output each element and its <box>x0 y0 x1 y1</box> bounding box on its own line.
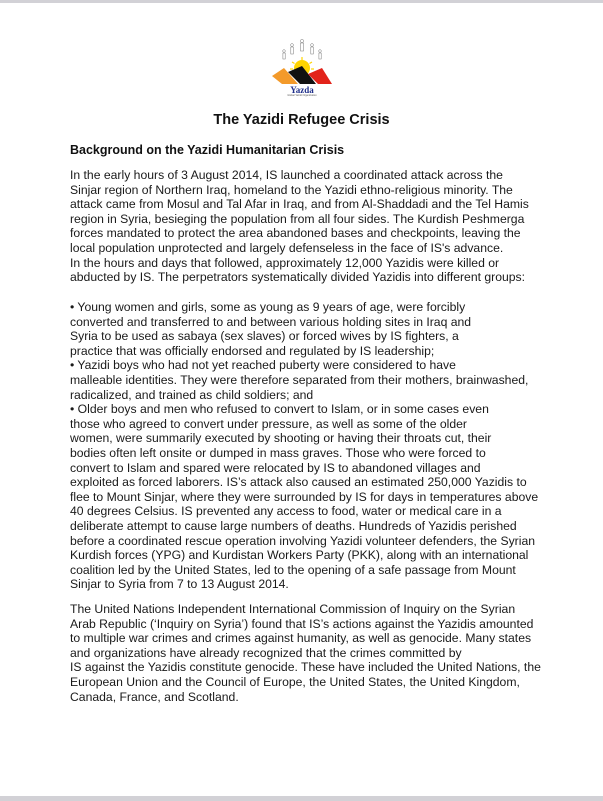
text-line: European Union and the Council of Europe, the United States, the United Kingdom, <box>70 674 520 689</box>
text-line: • Young women and girls, some as young as 9 years of age, were forcibly <box>70 300 466 314</box>
text-line: convert to Islam and spared were relocated by IS to abandoned villages and <box>70 460 481 475</box>
viewer-bottom-edge <box>0 796 603 801</box>
document-title: The Yazidi Refugee Crisis <box>213 112 390 128</box>
text-line: Syria to be used as sabaya (sex slaves) or forced wives by IS fighters, a <box>70 329 459 344</box>
text-line: coalition led by the United States, led to the opening of a safe passage from Mount <box>70 562 516 577</box>
text-line: local population unprotected and largely defenseless in the face of IS's advance. <box>70 240 504 255</box>
text-line: forces mandated to protect the area abandoned bases and checkpoints, leaving the <box>70 226 521 241</box>
text-line: bodies often left onsite or dumped in mass graves. Those who were forced to <box>70 445 486 460</box>
yazda-logo <box>268 38 336 98</box>
text-line: converted and transferred to and between various holding sites in Iraq and <box>70 314 472 329</box>
text-line: In the hours and days that followed, approximately 12,000 Yazidis were killed or <box>70 255 500 270</box>
logo-name: Yazda <box>290 85 314 95</box>
section-heading: Background on the Yazidi Humanitarian Crisis <box>70 143 345 157</box>
text-line: those who agreed to convert under pressure, as well as some of the older <box>70 416 467 431</box>
text-line: Arab Republic (‘Inquiry on Syria’) found that IS’s actions against the Yazidis amounted <box>70 616 534 631</box>
text-line: Kurdish forces (YPG) and Kurdistan Workers Party (PKK), along with an international <box>70 548 529 563</box>
text-line: before a coordinated rescue operation involving Yazidi volunteer defenders, the Syrian <box>70 533 535 548</box>
text-line: deliberate attempt to cause large numbers of deaths. Hundreds of Yazidis perished <box>70 518 517 533</box>
yazda-logo-icon <box>268 38 336 86</box>
viewer-top-edge <box>0 0 603 3</box>
text-line: exploited as forced laborers. IS’s attack also caused an estimated 250,000 Yazidis to <box>70 475 527 490</box>
paragraph-groups <box>70 300 550 592</box>
text-line: IS against the Yazidis constitute genocide. These have included the United Nations, the <box>70 660 541 675</box>
text-line: In the early hours of 3 August 2014, IS launched a coordinated attack across the <box>70 168 503 182</box>
text-line: abducted by IS. The perpetrators systematically divided Yazidis into different groups: <box>70 270 526 285</box>
text-line: 40 degrees Celsius. IS prevented any access to food, water or medical care in a <box>70 504 502 519</box>
paragraph-genocide-recognition <box>70 602 550 704</box>
logo-tagline: Global Yazidi Organization <box>287 94 317 97</box>
text-line: • Older boys and men who refused to convert to Islam, or in some cases even <box>70 402 489 417</box>
text-line: women, were summarily executed by shooting or having their throats cut, their <box>70 431 492 446</box>
text-line: practice that was officially endorsed and regulated by IS leadership; <box>70 343 435 358</box>
paragraph-background <box>70 168 550 285</box>
text-line: region in Syria, besieging the population from all four sides. The Kurdish Peshmerga <box>70 211 525 226</box>
text-line: flee to Mount Sinjar, where they were surrounded by IS for days in temperatures above <box>70 489 539 504</box>
text-line: The United Nations Independent International Commission of Inquiry on the Syrian <box>70 602 516 616</box>
text-line: to multiple war crimes and crimes against humanity, as well as genocide. Many states <box>70 631 532 646</box>
text-line: Sinjar region of Northern Iraq, homeland to the Yazidi ethno-religious minority. The <box>70 182 513 197</box>
text-line: • Yazidi boys who had not yet reached puberty were considered to have <box>70 358 456 373</box>
text-line: Sinjar to Syria from 7 to 13 August 2014. <box>70 577 289 592</box>
text-line: and organizations have already recognized that the crimes committed by <box>70 645 462 660</box>
text-line: attack came from Mosul and Tal Afar in Iraq, and from Al-Shaddadi and the Tel Hamis <box>70 197 529 212</box>
text-line: radicalized, and trained as child soldiers; and <box>70 387 314 402</box>
text-line: Canada, France, and Scotland. <box>70 689 239 704</box>
text-line: malleable identities. They were therefore separated from their mothers, brainwashed, <box>70 372 529 387</box>
